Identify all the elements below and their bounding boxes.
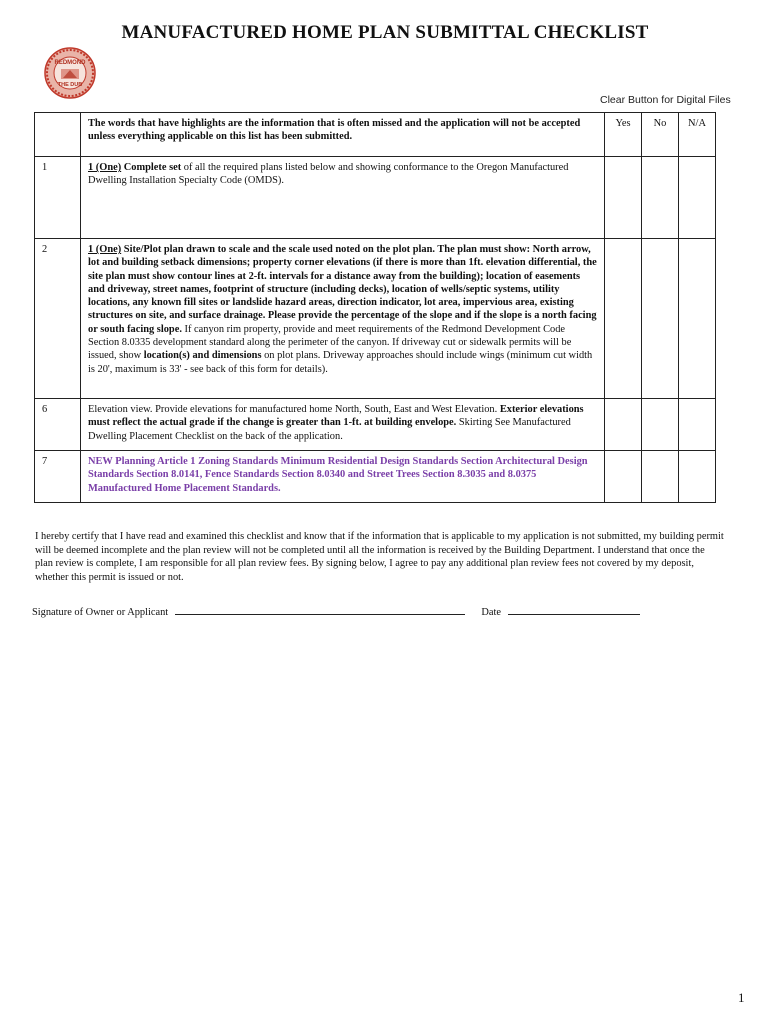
signature-field[interactable] bbox=[175, 604, 465, 615]
date-field[interactable] bbox=[508, 604, 640, 615]
city-seal-logo bbox=[44, 47, 96, 99]
item-count-label: 1 (One) bbox=[88, 162, 122, 173]
blank-cell bbox=[35, 113, 81, 157]
column-no: No bbox=[642, 113, 679, 157]
highlighted-item-text: NEW Planning Article 1 Zoning Standards Minimum Residential Design Standards Section Architectural Design Standards Section 8.0141, Fence Standards Section 8.0340 and Street Trees Section 8.3035 and 8.0375 Manufactured Home Placement Standards. bbox=[81, 451, 605, 503]
signature-row bbox=[32, 604, 672, 618]
item-text: If canyon rim property, provide and meet requirements of the Redmond Development Code Section 8.0335 development standard along the perimeter of the canyon. If driveway cut or sidewalk permits will be issued, show bbox=[88, 323, 572, 362]
na-checkbox[interactable] bbox=[679, 451, 716, 503]
item-description bbox=[81, 399, 605, 451]
yes-checkbox[interactable] bbox=[605, 451, 642, 503]
item-description bbox=[81, 239, 605, 399]
svg-text:THE DUB: THE DUB bbox=[57, 82, 83, 88]
yes-checkbox[interactable] bbox=[605, 399, 642, 451]
item-text: Elevation view. Provide elevations for manufactured home North, South, East and West Elevation. bbox=[88, 404, 500, 415]
table-row bbox=[35, 399, 716, 451]
page-title: MANUFACTURED HOME PLAN SUBMITTAL CHECKLIST bbox=[121, 22, 649, 43]
na-checkbox[interactable] bbox=[679, 239, 716, 399]
item-bold-text: Site/Plot plan drawn to scale and the scale used noted on the plot plan. The plan must show: North arrow, lot and building setback dimensions; property corner elevations (if there is more than 1ft. elevation differential, the site plan must show contour lines at 2-ft. intervals for a distance away from the building); location of easements and driveway, street names, footprint of structure (including decks), location of wells/septic systems, utility locations, any known fill sites or landslide hazard areas, direction indicator, lot area, impervious area, existing structures on site, and surface drainage. Please provide the percentage of the slope and if the slope is a north facing or south facing slope. bbox=[88, 244, 597, 335]
date-label: Date bbox=[481, 607, 502, 618]
item-bold-text: location(s) and dimensions bbox=[143, 350, 262, 362]
item-number: 7 bbox=[35, 451, 81, 503]
item-text: Skirting See Manufactured Dwelling Placement Checklist on the back of the application. bbox=[88, 417, 571, 442]
table-header-row bbox=[35, 113, 716, 157]
signature-label: Signature of Owner or Applicant bbox=[32, 607, 169, 618]
no-checkbox[interactable] bbox=[642, 157, 679, 239]
page-number: 1 bbox=[738, 990, 745, 1005]
intro-text: The words that have highlights are the information that is often missed and the application will not be accepted unless everything applicable on this list has been submitted. bbox=[81, 113, 605, 157]
na-checkbox[interactable] bbox=[679, 157, 716, 239]
table-row bbox=[35, 451, 716, 503]
column-na: N/A bbox=[679, 113, 716, 157]
item-number: 1 bbox=[35, 157, 81, 239]
no-checkbox[interactable] bbox=[642, 239, 679, 399]
item-count-label: 1 (One) bbox=[88, 244, 122, 255]
no-checkbox[interactable] bbox=[642, 399, 679, 451]
svg-text:REDMOND: REDMOND bbox=[54, 60, 86, 66]
item-number: 2 bbox=[35, 239, 81, 399]
item-text: of all the required plans listed below and showing conformance to the Oregon Manufactured Dwelling Installation Specialty Code (OMDS). bbox=[88, 162, 569, 187]
item-number: 6 bbox=[35, 399, 81, 451]
yes-checkbox[interactable] bbox=[605, 239, 642, 399]
checklist-table bbox=[34, 112, 716, 503]
item-description bbox=[81, 157, 605, 239]
item-bold-text: Exterior elevations must reflect the actual grade if the change is greater than 1-ft. at building envelope. bbox=[88, 404, 584, 429]
certification-statement: I hereby certify that I have read and examined this checklist and know that if the information that is applicable to my application is not submitted, my building permit will be deemed incomplete and the plan review will not be completed until all the information is received by the Building Department. I understand that once the plan review is complete, I am responsible for all plan review fees. By signing below, I agree to pay any additional plan review fees not covered by my deposit, whether this permit is issued or not. bbox=[35, 531, 724, 583]
na-checkbox[interactable] bbox=[679, 399, 716, 451]
yes-checkbox[interactable] bbox=[605, 157, 642, 239]
table-row bbox=[35, 239, 716, 399]
no-checkbox[interactable] bbox=[642, 451, 679, 503]
clear-button[interactable]: Clear Button for Digital Files bbox=[600, 94, 731, 106]
column-yes: Yes bbox=[605, 113, 642, 157]
item-bold-text: Complete set bbox=[121, 162, 182, 173]
table-row bbox=[35, 157, 716, 239]
item-text: on plot plans. Driveway approaches should include wings (minimum cut width is 20', maximum is 33' - see back of this form for details). bbox=[88, 350, 593, 375]
